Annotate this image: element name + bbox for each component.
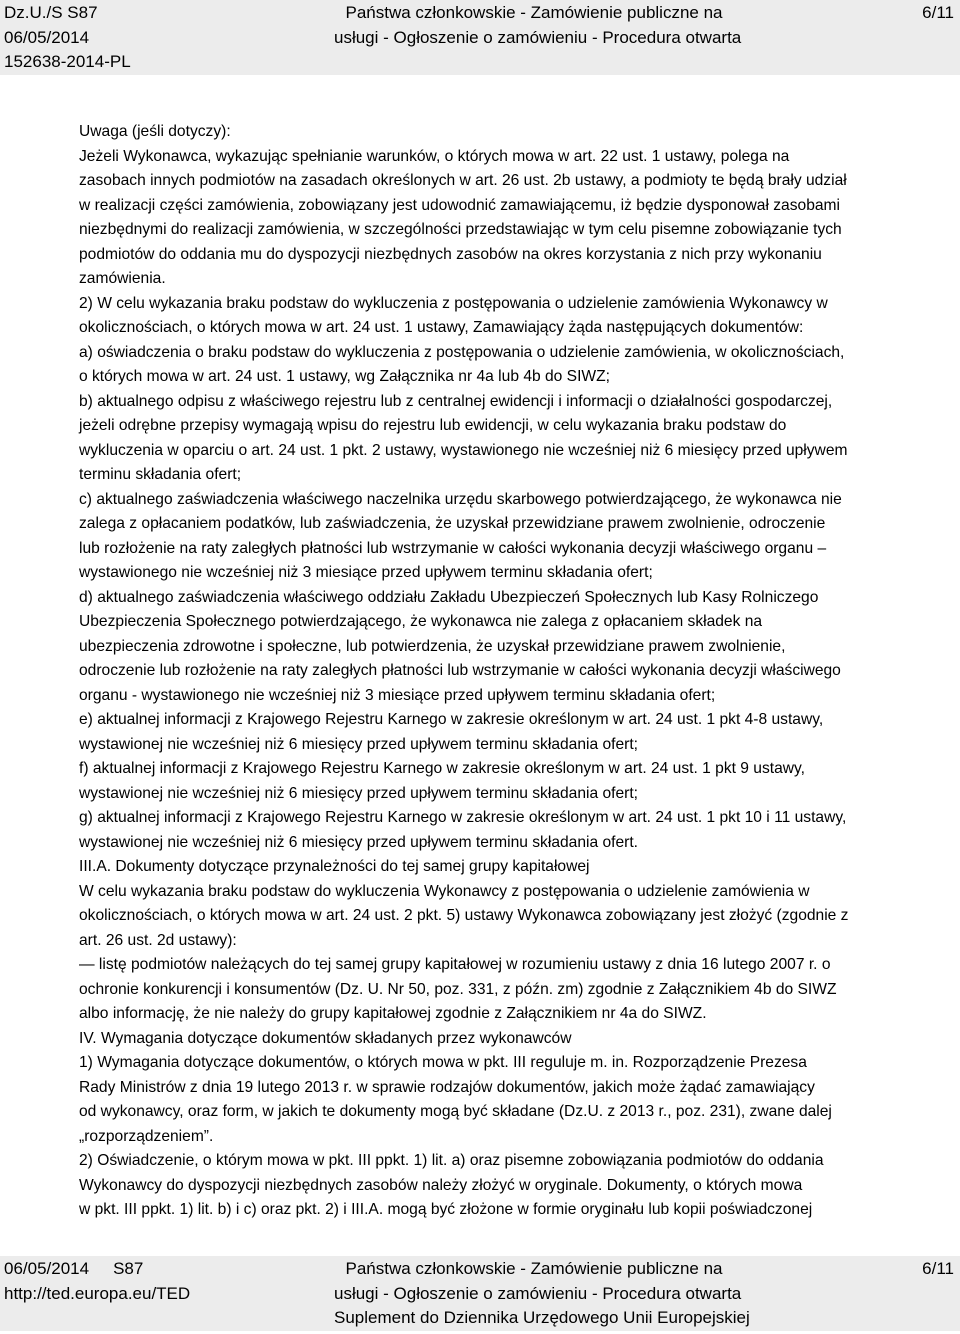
header-left [4,1,131,75]
text-line: odroczenie lub rozłożenie na raty zaległych płatności lub wstrzymanie w całości wykonania decyzji właściwego [79,662,841,679]
text-line: organu - wystawionego nie wcześniej niż 3 miesiące przed upływem terminu składania ofert; [79,686,716,704]
text-line: lub rozłożenie na raty zaległych płatności lub wstrzymanie w całości wykonania decyzji właściwego organu – [79,539,827,557]
text-line: ubezpieczenia zdrowotne i społeczne, lub potwierdzenia, że uzyskał przewidziane prawem zwolnienie, [79,637,786,655]
text-line: art. 26 ust. 2d ustawy): [79,931,237,949]
text-line: okolicznościach, o których mowa w art. 24 ust. 1 ustawy, Zamawiający żąda następujących dokumentów: [79,319,804,336]
footer-page-number: 6/11 [922,1259,954,1278]
text-line: wystawionej nie wcześniej niż 6 miesięcy przed upływem terminu składania ofert; [79,735,639,753]
text-line: 2) W celu wykazania braku podstaw do wykluczenia z postępowania o udzielenie zamówienia Wykonawcy w [79,294,828,312]
footer-left [4,1257,190,1306]
text-line: niezbędnymi do realizacji zamówienia, w szczególności przedstawiając w tym celu pisemne zobowiązanie tych [79,221,842,238]
text-line: f) aktualnej informacji z Krajowego Rejestru Karnego w zakresie określonym w art. 24 ust. 1 pkt 9 ustawy, [79,760,805,777]
text-line: zamówienia. [79,270,166,287]
footer-center [334,1257,750,1331]
text-line: b) aktualnego odpisu z właściwego rejestru lub z centralnej ewidencji i informacji o działalności gospodarczej, [79,392,833,410]
text-line: Uwaga (jeśli dotyczy): [79,123,231,140]
text-line: albo informację, że nie należy do grupy kapitałowej zgodnie z Załącznikiem nr 4a do SIWZ. [79,1005,707,1022]
header-title-line-2: usługi - Ogłoszenie o zamówieniu - Procedura otwarta [334,27,742,47]
text-line: — listę podmiotów należących do tej samej grupy kapitałowej w rozumieniu ustawy z dnia 16 lutego 2007 r. o [79,956,831,973]
text-line: zalega z opłacaniem podatków, lub zaświadczenia, że uzyskał przewidziane prawem zwolnienie, odroczenie [79,515,826,532]
footer-code: S87 [113,1259,144,1278]
text-line: g) aktualnej informacji z Krajowego Rejestru Karnego w zakresie określonym w art. 24 ust. 1 pkt 10 i 11 ustawy, [79,809,847,826]
text-line: w realizacji części zamówienia, zobowiązany jest udowodnić zamawiającemu, iż będzie dysponował zasobami [79,196,840,214]
text-line: terminu składania ofert; [79,466,242,483]
header-title-line-1: Państwa członkowskie - Zamówienie publiczne na [345,3,723,22]
text-line: Ubezpieczenia Społecznego potwierdzającego, że wykonawca nie zalega z opłacaniem składek na [79,613,763,630]
text-line: zasobach innych podmiotów na zasadach określonych w art. 26 ust. 2b ustawy, a podmioty te będą brały udział [79,172,847,189]
text-line: jeżeli odrębne przepisy wymagają wpisu do rejestru lub ewidencji, w celu wykazania braku podstaw do [79,417,787,434]
text-line: III.A. Dokumenty dotyczące przynależności do tej samej grupy kapitałowej [79,858,590,875]
text-line: „rozporządzeniem”. [79,1127,214,1145]
text-line: wystawionego nie wcześniej niż 3 miesiące przed upływem terminu składania ofert; [79,564,653,581]
text-line: w pkt. III ppkt. 1) lit. b) i c) oraz pkt. 2) i III.A. mogą być złożone w formie oryginału lub kopii poświadczonej [79,1201,813,1218]
footer-url[interactable]: http://ted.europa.eu/TED [4,1283,191,1303]
text-line: o których mowa w art. 24 ust. 1 ustawy, wg Załącznika nr 4a lub 4b do SIWZ; [79,368,610,385]
text-line: Rady Ministrów z dnia 19 lutego 2013 r. w sprawie rodzajów dokumentów, jakich może żądać zamawiający [79,1078,815,1096]
text-line: podmiotów do oddania mu do dyspozycji niezbędnych zasobów na okres korzystania z nich przy wykonaniu [79,245,822,263]
text-line: 2) Oświadczenie, o którym mowa w pkt. III ppkt. 1) lit. a) oraz pisemne zobowiązania podmiotów do oddania [79,1152,824,1169]
text-line: e) aktualnej informacji z Krajowego Rejestru Karnego w zakresie określonym w art. 24 ust. 1 pkt 4-8 ustawy, [79,711,824,728]
page-header [0,0,960,75]
footer-title-line-3: Suplement do Dziennika Urzędowego Unii Europejskiej [334,1308,750,1327]
text-line: Wykonawcy do dyspozycji niezbędnych zasobów należy złożyć w oryginale. Dokumenty, o których mowa [79,1176,803,1194]
text-line: 1) Wymagania dotyczące dokumentów, o których mowa w pkt. III reguluje m. in. Rozporządzenie Prezesa [79,1054,807,1071]
text-line: c) aktualnego zaświadczenia właściwego naczelnika urzędu skarbowego potwierdzającego, że wykonawca nie [79,490,842,508]
text-line: a) oświadczenia o braku podstaw do wykluczenia z postępowania o udzielenie zamówienia, w okolicznościach, [79,343,845,361]
header-page-number: 6/11 [922,3,954,22]
text-line: wystawionej nie wcześniej niż 6 miesięcy przed upływem terminu składania ofert; [79,784,639,802]
notice-number: 152638-2014-PL [4,52,131,71]
document-body [79,120,959,1223]
text-line: W celu wykazania braku podstaw do wykluczenia Wykonawcy z postępowania o udzielenie zamówienia w [79,882,810,900]
footer-title-line-1: Państwa członkowskie - Zamówienie publiczne na [345,1259,723,1278]
footer-title-line-2: usługi - Ogłoszenie o zamówieniu - Procedura otwarta [334,1283,742,1303]
header-center [334,1,742,50]
page-footer [0,1256,960,1331]
text-line: wykluczenia w oparciu o art. 24 ust. 1 pkt. 2 ustawy, wystawionego nie wcześniej niż 6 miesięcy przed upływem [79,441,848,459]
text-line: IV. Wymagania dotyczące dokumentów składanych przez wykonawców [79,1029,572,1047]
text-line: Jeżeli Wykonawca, wykazując spełnianie warunków, o których mowa w art. 22 ust. 1 ustawy, polega na [79,147,790,165]
text-line: wystawionej nie wcześniej niż 6 miesięcy przed upływem terminu składania ofert. [79,833,639,851]
text-line: od wykonawcy, oraz form, w jakich te dokumenty mogą być składane (Dz.U. z 2013 r., poz. 231), zwane dalej [79,1103,832,1120]
text-line: okolicznościach, o których mowa w art. 24 ust. 2 pkt. 5) ustawy Wykonawca zobowiązany jest złożyć (zgodnie z [79,907,849,924]
publication-date: 06/05/2014 [4,27,90,47]
text-line: ochronie konkurencji i konsumentów (Dz. U. Nr 50, poz. 331, z późn. zm) zgodnie z Załącznikiem 4b do SIWZ [79,980,837,998]
footer-date: 06/05/2014 [4,1259,90,1278]
text-line: d) aktualnego zaświadczenia właściwego oddziału Zakładu Ubezpieczeń Społecznych lub Kasy Rolniczego [79,588,819,606]
journal-reference: Dz.U./S S87 [4,3,98,22]
